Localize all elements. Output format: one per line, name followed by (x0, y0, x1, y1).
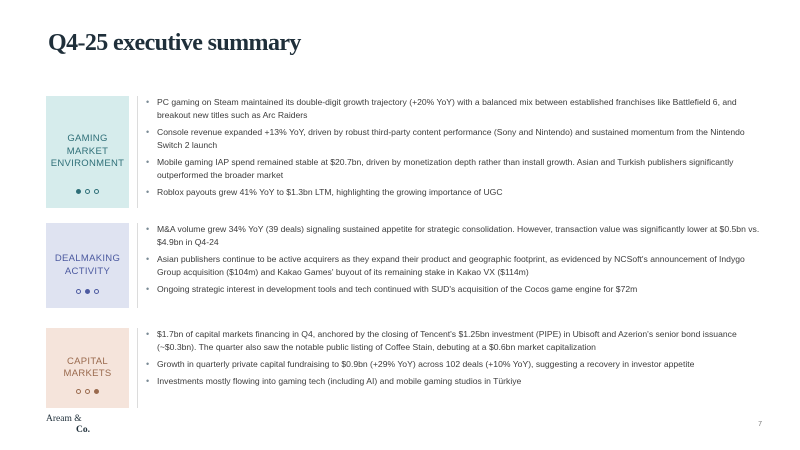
dot-indicator (85, 189, 90, 194)
logo-line: Co. (76, 425, 90, 435)
section-label-line: GAMING (67, 133, 108, 145)
bullet-item: • Ongoing strategic interest in development tools and tech continued with SUD's acquisition of the Cocos game engine for $72m (143, 283, 766, 296)
bullet-item: • Asian publishers continue to be active acquirers as they expand their product and geographic footprint, as evidenced by NCSoft's announcement of Indygo Group acquisition ($104m) and Kakao Games' buyout of its remaining stake in Kakao VX ($114m) (143, 253, 766, 279)
dot-indicator (94, 389, 99, 394)
bullet-item: • Mobile gaming IAP spend remained stable at $20.7bn, driven by monetization depth rather than install growth. Asian and Turkish publishers significantly outperformed the broader market (143, 156, 766, 182)
bullet-item: • Roblox payouts grew 41% YoY to $1.3bn LTM, highlighting the growing importance of UGC (143, 186, 766, 199)
section-label-box (46, 223, 129, 308)
progress-dots (46, 389, 129, 394)
bullet-item: • PC gaming on Steam maintained its double-digit growth trajectory (+20% YoY) with a balanced mix between established franchises like Battlefield 6, and breakout new titles such as Arc Raiders (143, 96, 766, 122)
divider (137, 96, 138, 208)
section-gaming-market (46, 96, 766, 208)
logo-line: Aream & (46, 414, 82, 424)
section-label-line: CAPITAL (67, 355, 108, 367)
dot-indicator (85, 389, 90, 394)
bullet-list (143, 96, 766, 203)
section-label-box (46, 96, 129, 208)
section-capital-markets (46, 328, 766, 408)
section-label-line: MARKET (66, 145, 109, 157)
section-dealmaking (46, 223, 766, 308)
dot-indicator (85, 289, 90, 294)
dot-indicator (76, 289, 81, 294)
progress-dots (46, 289, 129, 294)
bullet-list (143, 223, 766, 300)
dot-indicator (94, 189, 99, 194)
section-label-box (46, 328, 129, 408)
section-label-line: MARKETS (63, 368, 112, 379)
bullet-item: • M&A volume grew 34% YoY (39 deals) signaling sustained appetite for strategic consolidation. However, transaction value was significantly lower at $0.5bn vs. $4.9bn in Q4-24 (143, 223, 766, 249)
divider (137, 328, 138, 408)
section-label-line: ACTIVITY (64, 265, 111, 277)
bullet-item: • $1.7bn of capital markets financing in Q4, anchored by the closing of Tencent's $1.25bn investment (PIPE) in Ubisoft and Azerion's senior bond issuance (~$0.3bn). The quarter also saw the notable public listing of Coffee Stain, debuting at a $0.6bn market capitalization (143, 328, 766, 354)
dot-indicator (94, 289, 99, 294)
bullet-item: • Investments mostly flowing into gaming tech (including AI) and mobile gaming studios in Türkiye (143, 375, 766, 388)
section-label-line: ENVIRONMENT (50, 158, 125, 170)
dot-indicator (76, 189, 81, 194)
divider (137, 223, 138, 308)
bullet-item: • Growth in quarterly private capital fundraising to $0.9bn (+29% YoY) across 102 deals (+10% YoY), suggesting a recovery in investor appetite (143, 358, 766, 371)
dot-indicator (76, 389, 81, 394)
page-title: Q4-25 executive summary (48, 30, 301, 56)
page-number: 7 (758, 421, 762, 428)
progress-dots (46, 189, 129, 194)
bullet-list (143, 328, 766, 392)
company-logo (46, 414, 90, 436)
bullet-item: • Console revenue expanded +13% YoY, driven by robust third-party content performance (Sony and Nintendo) and sustained momentum from the Nintendo Switch 2 launch (143, 126, 766, 152)
section-label-line: DEALMAKING (54, 253, 121, 264)
